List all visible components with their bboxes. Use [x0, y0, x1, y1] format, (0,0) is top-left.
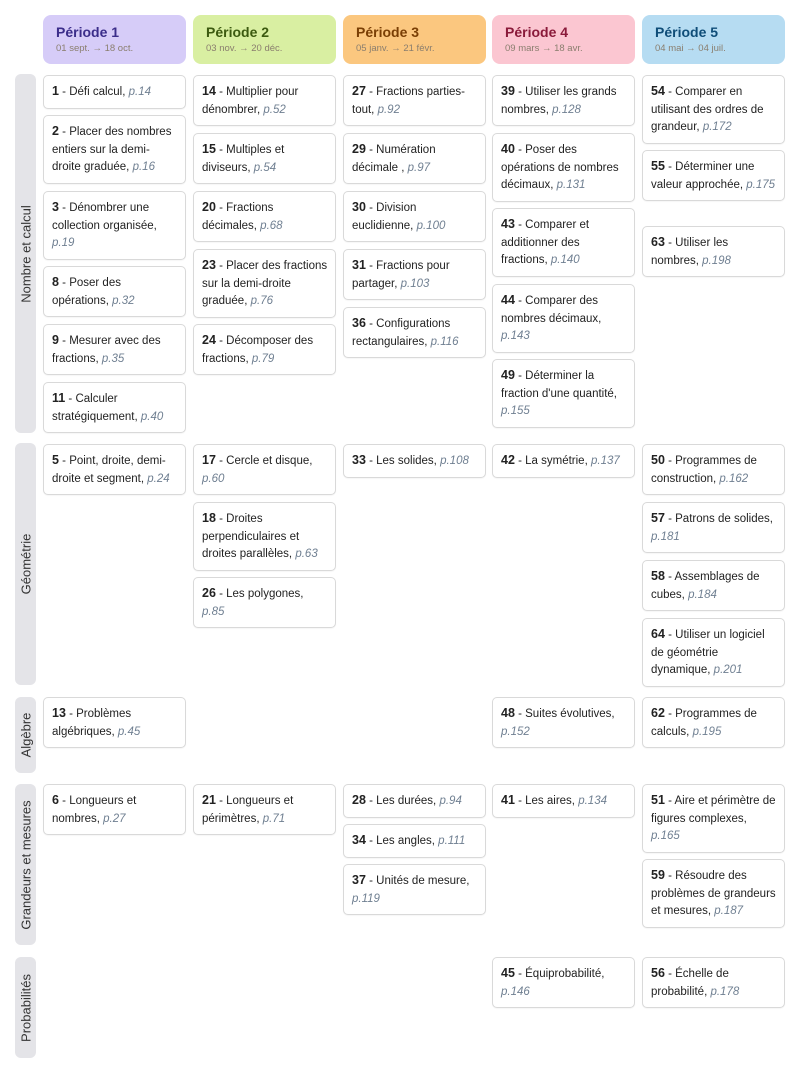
lesson-card[interactable]: 41 - Les aires, p.134: [492, 784, 635, 818]
lesson-title: Comparer et additionner des fractions,: [501, 219, 590, 266]
lesson-number: 37: [352, 873, 366, 887]
lesson-page: p.76: [250, 295, 273, 307]
lesson-number: 39: [501, 84, 515, 98]
lesson-title: Équiprobabilité,: [525, 968, 605, 980]
period-name: Période 4: [505, 24, 569, 40]
lesson-page: p.100: [416, 219, 446, 232]
lesson-title: Les aires,: [525, 795, 575, 807]
lesson-number: 30: [352, 200, 366, 214]
lesson-card[interactable]: 49 - Déterminer la fraction d'une quantité, p.155: [492, 359, 635, 428]
domain-label-grandeurs-et-mesures: [15, 784, 36, 945]
lesson-number: 64: [651, 627, 665, 641]
lesson-title: Longueurs et périmètres,: [202, 795, 294, 825]
period-dates: 01 sept. → 18 oct.: [56, 43, 134, 54]
lesson-card[interactable]: 40 - Poser des opérations de nombres décimaux, p.131: [492, 133, 635, 202]
lesson-card[interactable]: 36 - Configurations rectangulaires, p.116: [343, 307, 486, 358]
lesson-title: Comparer des nombres décimaux,: [501, 295, 602, 325]
lesson-card[interactable]: 30 - Division euclidienne, p.100: [343, 191, 486, 242]
lesson-title: Suites évolutives,: [525, 708, 615, 720]
lesson-number: 42: [501, 453, 515, 467]
lesson-number: 54: [651, 84, 665, 98]
lesson-number: 6: [52, 793, 59, 807]
lesson-title: Les solides,: [376, 455, 437, 467]
lesson-page: p.92: [377, 103, 400, 116]
lesson-number: 34: [352, 833, 366, 847]
lesson-title: Mesurer avec des fractions,: [52, 335, 161, 365]
lesson-page: p.155: [501, 405, 530, 417]
lesson-number: 24: [202, 333, 216, 347]
period-dates: 03 nov. → 20 déc.: [206, 43, 283, 54]
lesson-card[interactable]: 11 - Calculer stratégiquement, p.40: [43, 382, 186, 433]
lesson-title: Aire et périmètre de figures complexes,: [651, 795, 776, 825]
lesson-number: 56: [651, 966, 665, 980]
lesson-number: 45: [501, 966, 515, 980]
lesson-title: Défi calcul,: [69, 86, 126, 98]
lesson-card[interactable]: 9 - Mesurer avec des fractions, p.35: [43, 324, 186, 375]
lesson-card[interactable]: 18 - Droites perpendiculaires et droites parallèles, p.63: [193, 502, 336, 571]
lesson-title: Point, droite, demi-droite et segment,: [52, 455, 166, 485]
lesson-page: p.128: [552, 103, 581, 116]
lesson-card[interactable]: 59 - Résoudre des problèmes de grandeurs et mesures, p.187: [642, 859, 785, 928]
lesson-card[interactable]: 33 - Les solides, p.108: [343, 444, 486, 478]
lesson-page: p.14: [128, 86, 152, 98]
lesson-page: p.85: [202, 605, 225, 618]
lesson-page: p.32: [112, 294, 135, 307]
lesson-number: 41: [501, 793, 515, 807]
lesson-page: p.143: [501, 330, 530, 342]
lesson-title: Calculer stratégiquement,: [52, 393, 138, 423]
lesson-card[interactable]: 50 - Programmes de construction, p.162: [642, 444, 785, 495]
lesson-page: p.116: [430, 335, 459, 348]
lesson-number: 28: [352, 793, 366, 807]
lesson-title: Problèmes algébriques,: [52, 708, 132, 738]
lesson-title: Déterminer la fraction d'une quantité,: [501, 370, 617, 400]
lesson-card[interactable]: 28 - Les durées, p.94: [343, 784, 486, 818]
lesson-card[interactable]: 24 - Décomposer des fractions, p.79: [193, 324, 336, 375]
lesson-page: p.60: [202, 472, 225, 485]
lesson-page: p.52: [263, 103, 286, 116]
lesson-title: Résoudre des problèmes de grandeurs et mesures,: [651, 870, 776, 917]
period-header-1: [43, 15, 186, 64]
lesson-page: p.68: [260, 219, 283, 232]
lesson-number: 48: [501, 706, 515, 720]
lesson-title: Les polygones,: [226, 588, 304, 600]
lesson-number: 18: [202, 511, 216, 525]
lesson-card[interactable]: 17 - Cercle et disque, p.60: [193, 444, 336, 495]
lesson-title: Poser des opérations,: [52, 277, 121, 307]
lesson-page: p.119: [352, 892, 380, 905]
lesson-page: p.131: [556, 179, 586, 191]
domain-label-nombre-et-calcul: [15, 74, 36, 433]
lesson-page: p.45: [117, 725, 141, 738]
lesson-number: 2: [52, 124, 59, 138]
lesson-number: 29: [352, 142, 366, 156]
period-dates: 09 mars → 18 avr.: [505, 43, 583, 54]
lesson-card[interactable]: 56 - Échelle de probabilité, p.178: [642, 957, 785, 1008]
period-name: Période 2: [206, 24, 270, 40]
lesson-title: Multiples et diviseurs,: [202, 144, 285, 174]
lesson-title: Déterminer une valeur approchée,: [651, 161, 755, 191]
lesson-card[interactable]: 42 - La symétrie, p.137: [492, 444, 635, 478]
lesson-card[interactable]: 54 - Comparer en utilisant des ordres de grandeur, p.172: [642, 75, 785, 144]
lesson-card[interactable]: 29 - Numération décimale , p.97: [343, 133, 486, 184]
lesson-number: 55: [651, 159, 665, 173]
lesson-title: Placer des nombres entiers sur la demi-droite graduée,: [52, 126, 172, 173]
domain-label-geometrie: [15, 443, 36, 685]
lesson-page: p.79: [251, 352, 275, 365]
lesson-card[interactable]: 64 - Utiliser un logiciel de géométrie dynamique, p.201: [642, 618, 785, 687]
lesson-page: p.24: [147, 472, 170, 485]
lesson-card[interactable]: 45 - Équiprobabilité, p.146: [492, 957, 635, 1008]
lesson-number: 21: [202, 793, 216, 807]
lesson-number: 44: [501, 293, 515, 307]
period-header-3: [343, 15, 486, 64]
lesson-title: Programmes de calculs,: [651, 708, 757, 738]
lesson-title: Utiliser les nombres,: [651, 237, 729, 267]
domain-label-text: Géométrie: [18, 533, 33, 595]
lesson-card[interactable]: 43 - Comparer et additionner des fractions, p.140: [492, 208, 635, 277]
period-name: Période 1: [56, 24, 120, 40]
lesson-page: p.187: [714, 905, 744, 917]
lesson-page: p.198: [702, 254, 731, 267]
lesson-page: p.165: [651, 830, 680, 842]
period-header-5: [642, 15, 785, 64]
lesson-number: 23: [202, 258, 216, 272]
lesson-title: Les angles,: [376, 835, 435, 847]
lesson-page: p.103: [400, 277, 430, 290]
lesson-card[interactable]: 14 - Multiplier pour dénombrer, p.52: [193, 75, 336, 126]
period-header-2: [193, 15, 336, 64]
lesson-title: Division euclidienne,: [352, 202, 417, 232]
domain-label-probabilites: [15, 957, 36, 1058]
lesson-title: Échelle de probabilité,: [651, 968, 729, 998]
lesson-number: 43: [501, 217, 515, 231]
lesson-page: p.140: [550, 254, 580, 266]
lesson-card[interactable]: 34 - Les angles, p.111: [343, 824, 486, 858]
lesson-title: Patrons de solides,: [675, 513, 773, 525]
lesson-card[interactable]: 37 - Unités de mesure, p.119: [343, 864, 486, 915]
lesson-title: Longueurs et nombres,: [52, 795, 137, 825]
lesson-card[interactable]: 8 - Poser des opérations, p.32: [43, 266, 186, 317]
lesson-page: p.178: [710, 985, 740, 998]
lesson-page: p.63: [295, 548, 318, 560]
period-name: Période 5: [655, 24, 719, 40]
lesson-title: Fractions pour partager,: [352, 260, 450, 290]
lesson-card[interactable]: 57 - Patrons de solides, p.181: [642, 502, 785, 553]
lesson-page: p.35: [101, 352, 125, 365]
lesson-card[interactable]: 31 - Fractions pour partager, p.103: [343, 249, 486, 300]
lesson-number: 8: [52, 275, 59, 289]
lesson-number: 50: [651, 453, 665, 467]
lesson-card[interactable]: 20 - Fractions décimales, p.68: [193, 191, 336, 242]
lesson-card[interactable]: 27 - Fractions parties-tout, p.92: [343, 75, 486, 126]
lesson-card[interactable]: 62 - Programmes de calculs, p.195: [642, 697, 785, 748]
lesson-title: Utiliser les grands nombres,: [501, 86, 617, 116]
lesson-card[interactable]: 63 - Utiliser les nombres, p.198: [642, 226, 785, 277]
domain-label-text: Grandeurs et mesures: [18, 799, 33, 930]
lesson-page: p.94: [439, 795, 462, 807]
lesson-page: p.134: [578, 795, 607, 807]
lesson-number: 27: [352, 84, 366, 98]
lesson-page: p.162: [719, 472, 749, 485]
lesson-page: p.195: [692, 725, 722, 738]
lesson-card[interactable]: 39 - Utiliser les grands nombres, p.128: [492, 75, 635, 126]
lesson-title: Cercle et disque,: [226, 455, 313, 467]
lesson-number: 17: [202, 453, 216, 467]
lesson-page: p.108: [440, 455, 469, 467]
lesson-number: 33: [352, 453, 366, 467]
period-dates: 04 mai → 04 juil.: [655, 43, 726, 54]
lesson-page: p.97: [407, 161, 431, 174]
domain-label-text: Nombre et calcul: [18, 204, 33, 303]
lesson-title: Assemblages de cubes,: [651, 571, 760, 601]
lesson-page: p.172: [702, 121, 732, 133]
lesson-card[interactable]: 23 - Placer des fractions sur la demi-droite graduée, p.76: [193, 249, 336, 318]
lesson-page: p.27: [103, 812, 126, 825]
lesson-page: p.175: [746, 178, 776, 191]
domain-label-text: Algèbre: [18, 712, 33, 758]
lesson-number: 59: [651, 868, 665, 882]
lesson-title: Utiliser un logiciel de géométrie dynamique,: [651, 629, 765, 676]
period-header-4: [492, 15, 635, 64]
lesson-card[interactable]: 26 - Les polygones, p.85: [193, 577, 336, 628]
lesson-title: Numération décimale ,: [352, 144, 436, 174]
lesson-number: 3: [52, 200, 59, 214]
lesson-title: Dénombrer une collection organisée,: [52, 202, 157, 232]
lesson-card[interactable]: 48 - Suites évolutives, p.152: [492, 697, 635, 748]
lesson-page: p.40: [140, 410, 164, 423]
lesson-number: 15: [202, 142, 216, 156]
lesson-page: p.19: [52, 237, 75, 249]
lesson-title: Droites perpendiculaires et droites parallèles,: [202, 513, 300, 560]
lesson-title: Multiplier pour dénombrer,: [202, 86, 299, 116]
lesson-number: 63: [651, 235, 665, 249]
lesson-page: p.71: [262, 812, 286, 825]
lesson-number: 11: [52, 391, 66, 405]
lesson-card[interactable]: 2 - Placer des nombres entiers sur la demi-droite graduée, p.16: [43, 115, 186, 184]
lesson-page: p.146: [501, 985, 530, 998]
lesson-title: Unités de mesure,: [376, 875, 470, 887]
lesson-page: p.16: [132, 161, 155, 173]
domain-label-algebre: [15, 697, 36, 773]
lesson-card[interactable]: 44 - Comparer des nombres décimaux, p.143: [492, 284, 635, 353]
lesson-number: 5: [52, 453, 59, 467]
lesson-number: 9: [52, 333, 59, 347]
lesson-page: p.137: [590, 455, 620, 467]
lesson-page: p.111: [438, 835, 466, 847]
lesson-title: Fractions décimales,: [202, 202, 274, 232]
period-name: Période 3: [356, 24, 420, 40]
lesson-number: 1: [52, 84, 59, 98]
lesson-card[interactable]: 51 - Aire et périmètre de figures complexes, p.165: [642, 784, 785, 853]
lesson-title: Placer des fractions sur la demi-droite graduée,: [202, 260, 328, 307]
period-dates: 05 janv. → 21 févr.: [356, 43, 435, 54]
lesson-number: 20: [202, 200, 216, 214]
lesson-title: Décomposer des fractions,: [202, 335, 314, 365]
lesson-title: Les durées,: [376, 795, 437, 807]
lesson-card[interactable]: 3 - Dénombrer une collection organisée, p.19: [43, 191, 186, 260]
lesson-page: p.201: [713, 664, 743, 676]
lesson-title: Fractions parties-tout,: [352, 86, 465, 116]
lesson-title: Comparer en utilisant des ordres de grandeur,: [651, 86, 764, 133]
lesson-number: 13: [52, 706, 66, 720]
lesson-number: 49: [501, 368, 515, 382]
lesson-card[interactable]: 5 - Point, droite, demi-droite et segment, p.24: [43, 444, 186, 495]
lesson-number: 57: [651, 511, 665, 525]
lesson-card[interactable]: 13 - Problèmes algébriques, p.45: [43, 697, 186, 748]
lesson-card[interactable]: 55 - Déterminer une valeur approchée, p.175: [642, 150, 785, 201]
domain-label-text: Probabilités: [18, 973, 33, 1042]
lesson-number: 14: [202, 84, 216, 98]
lesson-number: 40: [501, 142, 515, 156]
lesson-card[interactable]: 58 - Assemblages de cubes, p.184: [642, 560, 785, 611]
lesson-page: p.54: [253, 161, 277, 174]
lesson-title: Poser des opérations de nombres décimaux,: [501, 144, 619, 191]
lesson-number: 26: [202, 586, 216, 600]
lesson-number: 62: [651, 706, 665, 720]
lesson-number: 58: [651, 569, 665, 583]
lesson-card[interactable]: 1 - Défi calcul, p.14: [43, 75, 186, 109]
lesson-number: 31: [352, 258, 366, 272]
lesson-number: 51: [651, 793, 665, 807]
lesson-card[interactable]: 21 - Longueurs et périmètres, p.71: [193, 784, 336, 835]
lesson-page: p.184: [688, 588, 717, 601]
lesson-title: Programmes de construction,: [651, 455, 757, 485]
lesson-page: p.152: [501, 725, 530, 738]
lesson-number: 36: [352, 316, 366, 330]
lesson-page: p.181: [651, 530, 680, 543]
lesson-card[interactable]: 6 - Longueurs et nombres, p.27: [43, 784, 186, 835]
lesson-title: Configurations rectangulaires,: [352, 318, 451, 348]
lesson-title: La symétrie,: [525, 455, 588, 467]
lesson-card[interactable]: 15 - Multiples et diviseurs, p.54: [193, 133, 336, 184]
